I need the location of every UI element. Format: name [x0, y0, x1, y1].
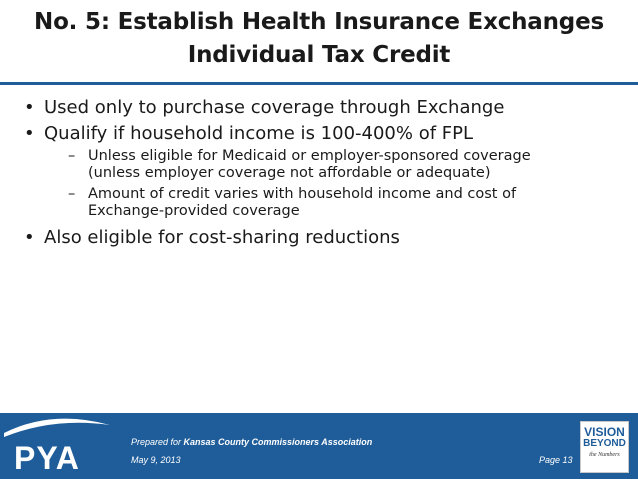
- badge-line-1: VISION: [584, 425, 625, 439]
- prepared-for-text: [131, 437, 372, 447]
- bullet-item: [22, 96, 622, 120]
- badge-line-2: BEYOND: [583, 438, 626, 449]
- title-line-2: Individual Tax Credit: [187, 42, 451, 68]
- bullet-text: Used only to purchase coverage through Exchange: [44, 97, 505, 118]
- badge-line-3: the Numbers: [589, 452, 620, 458]
- pya-logo-icon: [0, 413, 120, 479]
- bullet-marker: •: [24, 227, 35, 248]
- sub-bullet-marker: –: [68, 186, 76, 202]
- presentation-date: May 9, 2013: [131, 455, 181, 465]
- bullet-text: Also eligible for cost-sharing reductions: [44, 227, 400, 248]
- bullet-marker: •: [24, 97, 35, 118]
- page-number: Page 13: [539, 455, 573, 465]
- bullet-item: [22, 226, 622, 250]
- sub-bullet-item: [22, 148, 558, 182]
- prepared-for-organization: Kansas County Commissioners Association: [183, 437, 373, 447]
- title-line-1: No. 5: Establish Health Insurance Exchanges: [34, 9, 604, 35]
- sub-bullet-text: Unless eligible for Medicaid or employer-sponsored coverage (unless employer coverage not affordable or adequate): [88, 148, 531, 181]
- bullet-text: Qualify if household income is 100-400% of FPL: [44, 123, 474, 144]
- bullet-item: [22, 122, 622, 146]
- sub-bullet-text: Amount of credit varies with household income and cost of Exchange-provided coverage: [88, 186, 517, 219]
- vision-beyond-numbers-badge: [580, 421, 629, 473]
- sub-bullet-item: [22, 186, 588, 220]
- prepared-for-prefix: Prepared for: [131, 437, 184, 447]
- title-divider: [0, 82, 638, 85]
- bullet-marker: •: [24, 123, 35, 144]
- slide-title: [0, 6, 638, 72]
- pya-logo-text: PYA: [14, 440, 80, 476]
- bullet-list: [22, 96, 622, 252]
- sub-bullet-marker: –: [68, 148, 76, 164]
